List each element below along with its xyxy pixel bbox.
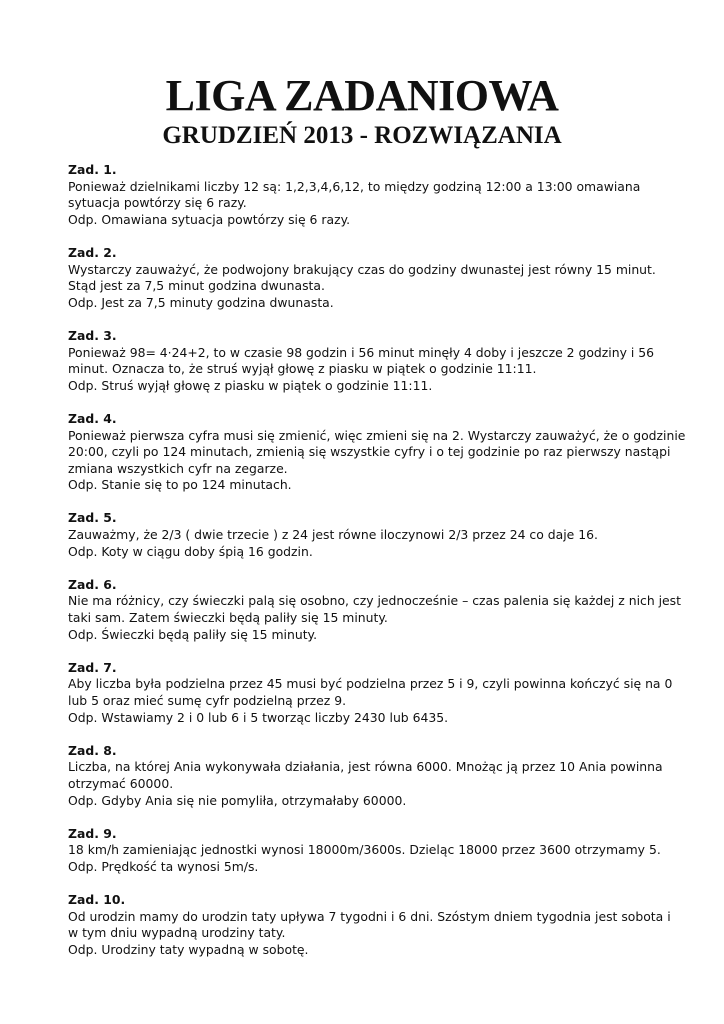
task-text-line: Odp. Omawiana sytuacja powtórzy się 6 razy. [68,211,351,227]
task-text-line: Odp. Jest za 7,5 minuty godzina dwunasta. [68,294,334,310]
task-block [68,410,686,494]
task-text-line: Odp. Urodziny taty wypadną w sobotę. [68,941,309,957]
task-heading: Zad. 8. [68,742,117,758]
task-block [68,328,668,394]
task-text-line: Odp. Gdyby Ania się nie pomyliła, otrzymałaby 60000. [68,792,407,808]
task-block [68,892,671,958]
task-text-line: Nie ma różnicy, czy świeczki palą się osobno, czy jednocześnie – czas palenia się każdej z nich jest [68,593,681,609]
task-text-line: Zauważmy, że 2/3 ( dwie trzecie ) z 24 jest równe iloczynowi 2/3 przez 24 co daje 16. [68,527,598,543]
task-text-line: 20:00, czyli po 124 minutach, zmienią się wszystkie cyfry i o tej godzinie po raz pierwszy nastąpi [68,444,671,460]
task-text-line: Odp. Świeczki będą paliły się 15 minuty. [68,626,318,642]
task-text-line: Odp. Stanie się to po 124 minutach. [68,477,292,493]
task-text-line: Wystarczy zauważyć, że podwojony brakujący czas do godziny dwunastej jest równy 15 minut. [68,261,656,277]
task-text-line: sytuacja powtórzy się 6 razy. [68,195,247,211]
task-text-line: lub 5 oraz mieć sumę cyfr podzielną przez 9. [68,693,347,708]
document-title: LIGA ZADANIOWA [165,71,559,120]
task-block [68,510,668,560]
task-heading: Zad. 1. [68,162,117,177]
task-heading: Zad. 10. [68,892,126,908]
task-heading: Zad. 6. [68,576,117,592]
document-subtitle: GRUDZIEŃ 2013 - ROZWIĄZANIA [162,122,562,149]
task-text-line: Od urodzin mamy do urodzin taty upływa 7 tygodni i 6 dni. Szóstym dniem tygodnia jest sobota i [68,908,671,924]
task-text-line: Odp. Wstawiamy 2 i 0 lub 6 i 5 tworząc liczby 2430 lub 6435. [68,709,449,725]
task-text-line: Ponieważ pierwsza cyfra musi się zmienić, więc zmieni się na 2. Wystarczy zauważyć, że o godzinie [68,427,686,443]
task-text-line: Liczba, na której Ania wykonywała działania, jest równa 6000. Mnożąc ją przez 10 Ania powinna [68,759,663,775]
task-text-line: w tym dniu wypadną urodziny taty. [68,925,286,941]
task-text-line: Odp. Struś wyjął głowę z piasku w piątek o godzinie 11:11. [68,377,433,393]
task-text-line: Aby liczba była podzielna przez 45 musi być podzielna przez 5 i 9, czyli powinna kończyć się na 0 [68,676,673,692]
task-block [68,162,668,228]
task-text-line: Ponieważ dzielnikami liczby 12 są: 1,2,3,4,6,12, to między godziną 12:00 a 13:00 omawiana [68,178,641,194]
task-block [68,743,668,809]
task-block [68,826,668,876]
task-text-line: taki sam. Zatem świeczki będą paliły się 15 minuty. [68,610,388,626]
task-heading: Zad. 9. [68,825,117,841]
task-heading: Zad. 3. [68,327,117,343]
task-heading: Zad. 5. [68,510,117,526]
task-text-line: Ponieważ 98= 4·24+2, to w czasie 98 godzin i 56 minut minęły 4 doby i jeszcze 2 godziny i 56 [68,344,655,360]
task-heading: Zad. 4. [68,410,117,426]
task-heading: Zad. 2. [68,244,117,260]
task-block [68,576,681,643]
task-text-line: minut. Oznacza to, że struś wyjął głowę z piasku w piątek o godzinie 11:11. [68,361,537,377]
task-text-line: otrzymać 60000. [68,775,174,791]
task-text-line: zmiana wszystkich cyfr na zegarze. [68,460,288,476]
task-block [68,245,668,311]
task-list [68,162,686,975]
task-text-line: 18 km/h zamieniając jednostki wynosi 18000m/3600s. Dzieląc 18000 przez 3600 otrzymamy 5. [68,842,661,858]
task-block [68,659,673,726]
task-text-line: Odp. Prędkość ta wynosi 5m/s. [68,858,259,874]
task-heading: Zad. 7. [68,659,117,675]
task-text-line: Odp. Koty w ciągu doby śpią 16 godzin. [68,543,313,559]
task-text-line: Stąd jest za 7,5 minut godzina dwunasta. [68,278,325,294]
